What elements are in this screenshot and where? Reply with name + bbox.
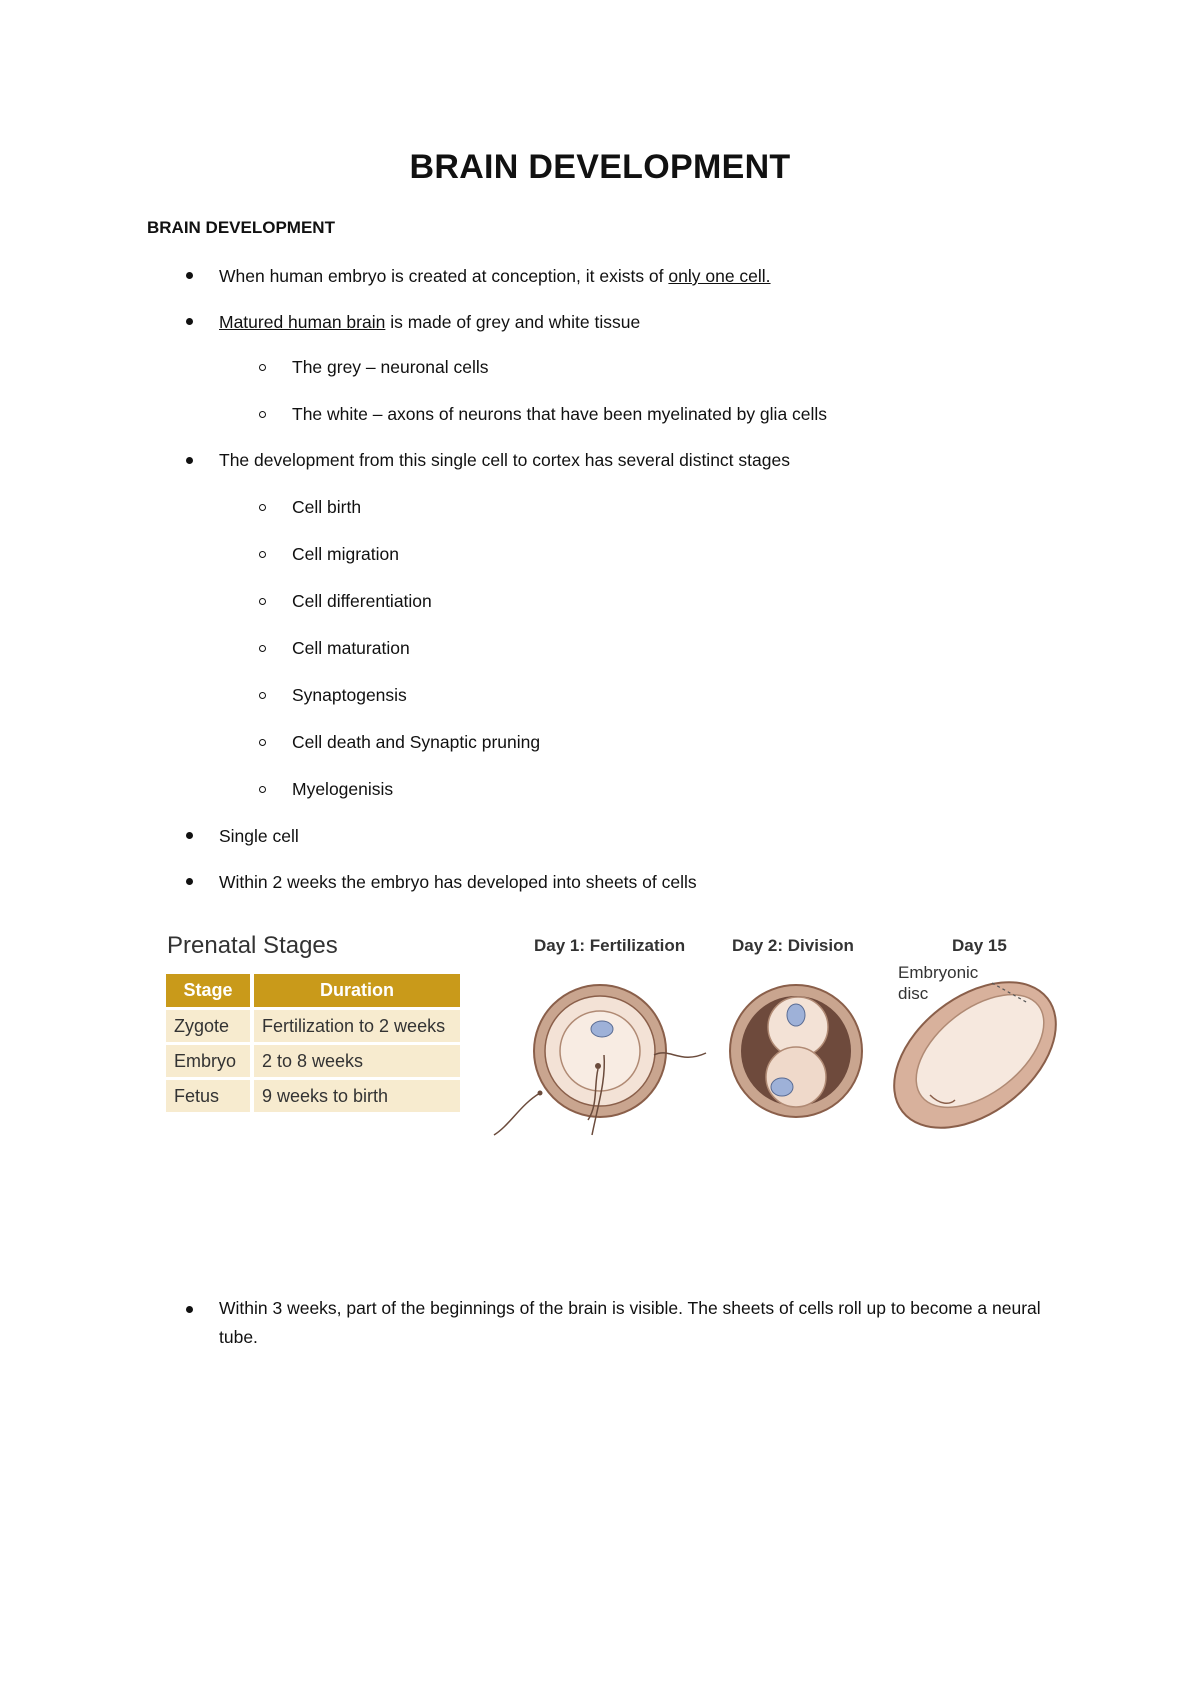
sub-list-item: Cell death and Synaptic pruning — [292, 732, 541, 752]
underlined-text: Matured human brain — [219, 312, 386, 332]
bullet-marker — [186, 272, 193, 279]
section-heading: BRAIN DEVELOPMENT — [147, 218, 335, 237]
list-item: Single cell — [219, 826, 299, 846]
list-item-text: is made of grey and white tissue — [385, 312, 641, 332]
page-title: BRAIN DEVELOPMENT — [409, 148, 791, 186]
dividing-cell-illustration — [730, 985, 862, 1117]
table-cell: Fertilization to 2 weeks — [254, 1010, 460, 1042]
table-row — [166, 1080, 460, 1112]
list-item — [219, 265, 771, 287]
bullet-marker — [186, 1306, 193, 1313]
sub-bullet-marker — [259, 786, 266, 793]
table-row — [166, 1010, 460, 1042]
table-cell: 9 weeks to birth — [254, 1080, 460, 1112]
fertilized-egg-illustration — [494, 985, 706, 1135]
list-item: Within 2 weeks the embryo has developed into sheets of cells — [219, 872, 697, 892]
sub-list-item: Cell migration — [292, 544, 399, 564]
table-header-row — [166, 974, 460, 1007]
prenatal-cells-illustration — [480, 955, 1060, 1145]
bullet-marker — [186, 832, 193, 839]
disc-label-line2: disc — [898, 984, 929, 1003]
table-cell: 2 to 8 weeks — [254, 1045, 460, 1077]
list-item: The development from this single cell to cortex has several distinct stages — [219, 450, 790, 470]
list-item-text: When human embryo is created at conception, it exists of — [219, 266, 669, 286]
sub-bullet-marker — [259, 411, 266, 418]
sub-list-item: Myelogenisis — [292, 779, 394, 799]
sub-bullet-marker — [259, 645, 266, 652]
table-row — [166, 1045, 460, 1077]
sub-bullet-marker — [259, 551, 266, 558]
table-cell: Embryo — [166, 1045, 254, 1077]
list-item — [219, 311, 640, 333]
day2-label: Day 2: Division — [732, 936, 854, 955]
disc-label-line1: Embryonic — [898, 963, 979, 982]
list-item: Within 3 weeks, part of the beginnings of the brain is visible. The sheets of cells roll up to become a neural tube. — [219, 1298, 1041, 1347]
sub-list-item: Cell differentiation — [292, 591, 432, 611]
bullet-marker — [186, 878, 193, 885]
prenatal-stages-table — [166, 971, 460, 1115]
underlined-text: only one cell. — [668, 266, 771, 286]
sub-list-item: Cell birth — [292, 497, 362, 517]
day15-label: Day 15 — [952, 936, 1007, 955]
sub-bullet-marker — [259, 739, 266, 746]
table-header: Duration — [254, 974, 460, 1007]
bullet-marker — [186, 457, 193, 464]
sub-list-item: Synaptogensis — [292, 685, 407, 705]
table-cell: Zygote — [166, 1010, 254, 1042]
sub-bullet-marker — [259, 504, 266, 511]
embryonic-disc-illustration — [867, 955, 1060, 1145]
day1-label: Day 1: Fertilization — [534, 936, 686, 955]
table-header: Stage — [166, 974, 254, 1007]
sub-bullet-marker — [259, 364, 266, 371]
sub-list-item: The grey – neuronal cells — [292, 357, 489, 377]
sub-list-item: The white – axons of neurons that have been myelinated by glia cells — [292, 404, 828, 424]
figure-table-title: Prenatal Stages — [167, 932, 338, 959]
sub-list-item: Cell maturation — [292, 638, 410, 658]
sub-bullet-marker — [259, 598, 266, 605]
table-cell: Fetus — [166, 1080, 254, 1112]
sub-bullet-marker — [259, 692, 266, 699]
bullet-marker — [186, 318, 193, 325]
